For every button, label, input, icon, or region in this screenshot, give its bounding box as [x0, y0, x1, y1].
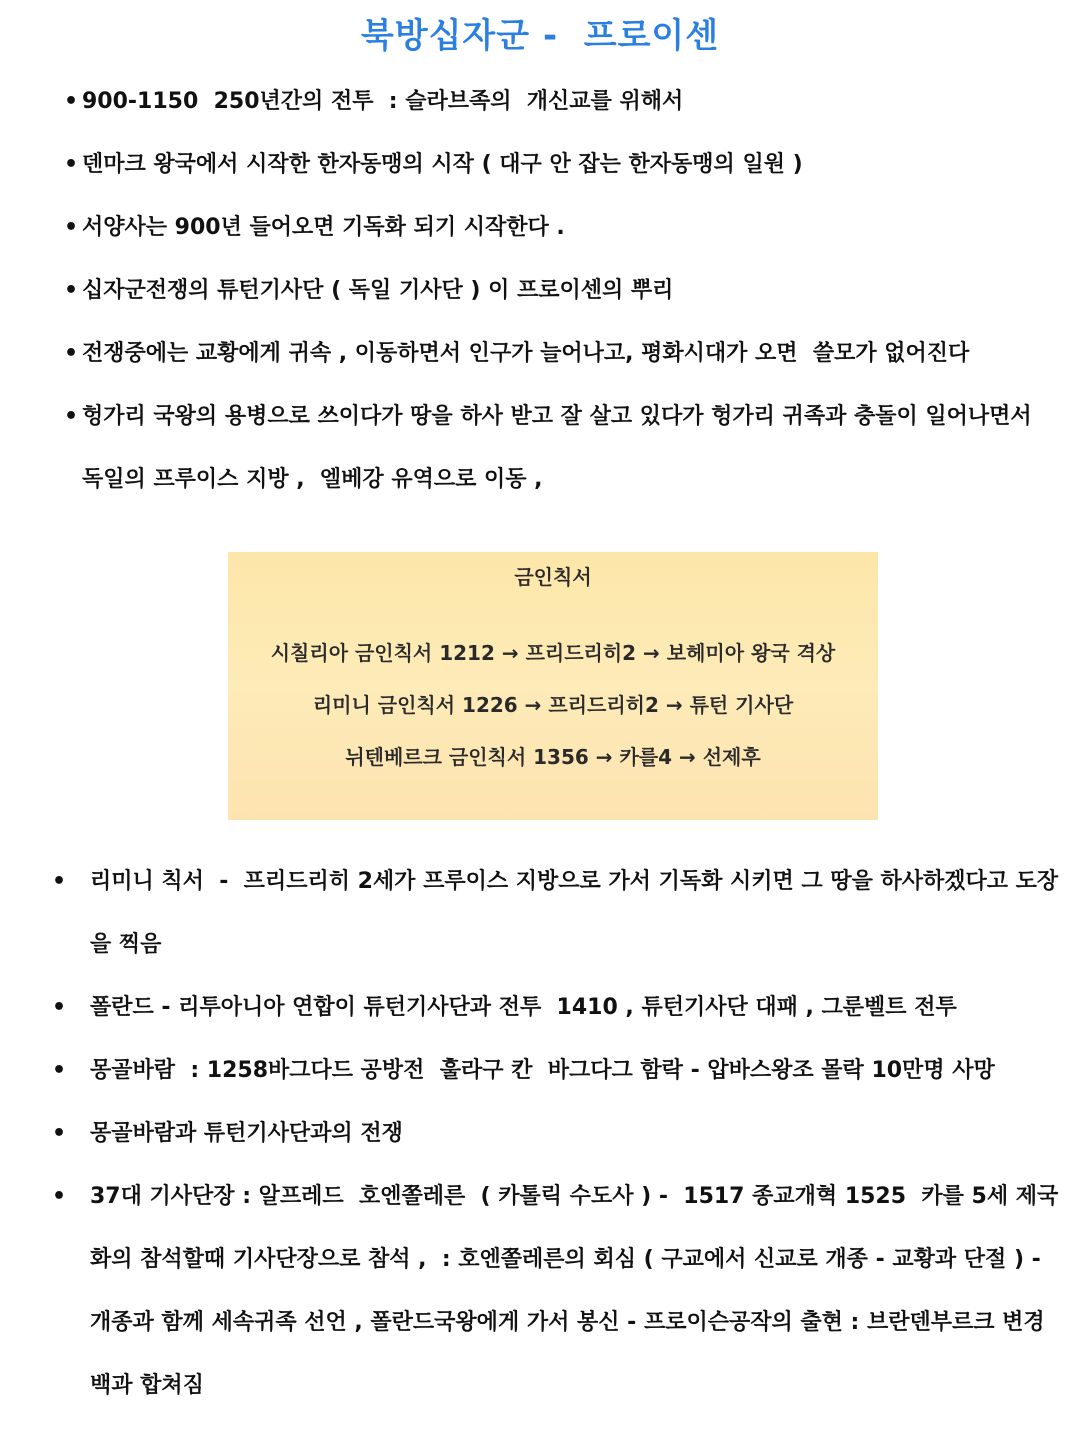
list-item-text: 폴란드 - 리투아니아 연합이 튜턴기사단과 전투 1410 , 튜턴기사단 대패 , 그룬벨트 전투	[90, 995, 957, 1020]
list-item	[58, 322, 1058, 385]
bullet-icon: •	[52, 1184, 67, 1209]
list-item	[50, 1165, 1060, 1417]
list-item	[50, 1102, 1060, 1165]
detail-bullet-list	[50, 850, 1060, 1417]
list-item	[58, 70, 1058, 133]
list-item-text: 전쟁중에는 교황에게 귀속 , 이동하면서 인구가 늘어나고, 평화시대가 오면 쓸모가 없어진다	[82, 341, 970, 366]
bullet-icon: •	[64, 404, 79, 429]
list-item	[58, 133, 1058, 196]
golden-bull-box	[228, 552, 878, 820]
list-item-text: 37대 기사단장 : 알프레드 호엔쫄레른 ( 카톨릭 수도사 ) - 1517 종교개혁 1525 카를 5세 제국화의 참석할때 기사단장으로 참석 , : 호엔쫄레른의 회심 ( 구교에서 신교로 개종 - 교황과 단절 ) - 개종과 함께 세속귀족 선언 , 폴란드국왕에게 가서 봉신 - 프로이슨공작의 출현 : 브란덴부르크 변경백과 합쳐짐	[90, 1184, 1059, 1398]
intro-bullet-list	[58, 70, 1058, 511]
bullet-icon: •	[64, 278, 79, 303]
list-item	[50, 976, 1060, 1039]
list-item	[58, 385, 1058, 511]
list-item-text: 덴마크 왕국에서 시작한 한자동맹의 시작 ( 대구 안 잡는 한자동맹의 일원 )	[82, 152, 803, 177]
list-item-text: 서양사는 900년 들어오면 기독화 되기 시작한다 .	[82, 215, 565, 240]
bullet-icon: •	[64, 89, 79, 114]
page-title: 북방십자군 - 프로이센	[360, 16, 720, 56]
list-item	[58, 259, 1058, 322]
bullet-icon: •	[64, 215, 79, 240]
list-item-text: 몽골바람 : 1258바그다드 공방전 훌라구 칸 바그다그 함락 - 압바스왕조 몰락 10만명 사망	[90, 1058, 995, 1083]
bullet-icon: •	[64, 152, 79, 177]
bullet-icon: •	[52, 995, 67, 1020]
list-item-text: 헝가리 국왕의 용병으로 쓰이다가 땅을 하사 받고 잘 살고 있다가 헝가리 귀족과 충돌이 일어나면서 독일의 프루이스 지방 , 엘베강 유역으로 이동 ,	[82, 404, 1040, 492]
list-item-text: 리미니 칙서 - 프리드리히 2세가 프루이스 지방으로 가서 기독화 시키면 그 땅을 하사하겠다고 도장을 찍음	[90, 869, 1059, 957]
list-item	[50, 1039, 1060, 1102]
list-item-text: 900-1150 250년간의 전투 : 슬라브족의 개신교를 위해서	[82, 89, 684, 114]
bullet-icon: •	[52, 1058, 67, 1083]
list-item-text: 몽골바람과 튜턴기사단과의 전쟁	[90, 1121, 403, 1146]
golden-bull-title: 금인칙서	[514, 565, 592, 589]
bullet-icon: •	[64, 341, 79, 366]
golden-bull-line: 시칠리아 금인칙서 1212 → 프리드리히2 → 보헤미아 왕국 격상	[270, 641, 836, 665]
bullet-icon: •	[52, 869, 67, 894]
bullet-icon: •	[52, 1121, 67, 1146]
list-item	[58, 196, 1058, 259]
list-item-text: 십자군전쟁의 튜턴기사단 ( 독일 기사단 ) 이 프로이센의 뿌리	[82, 278, 674, 303]
list-item	[50, 850, 1060, 976]
golden-bull-line: 뉘텐베르크 금인칙서 1356 → 카를4 → 선제후	[345, 745, 761, 769]
golden-bull-line: 리미니 금인칙서 1226 → 프리드리히2 → 튜턴 기사단	[312, 693, 794, 717]
